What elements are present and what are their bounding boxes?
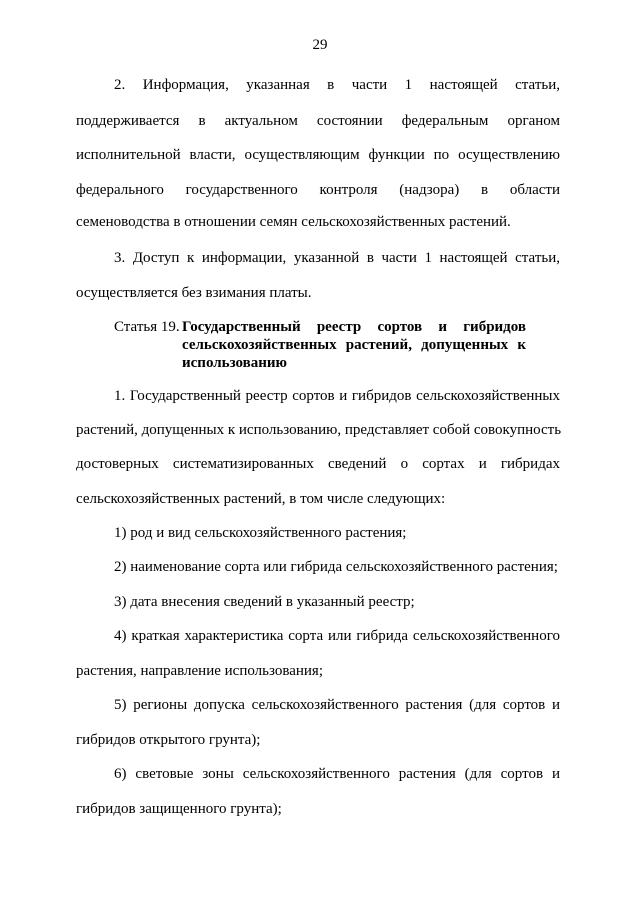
article-number: Статья 19.: [114, 319, 180, 335]
page-number: 29: [312, 37, 328, 53]
list-item-6-line-1: 6) световые зоны сельскохозяйственного растения (для сортов и: [114, 766, 560, 782]
list-item-1: 1) род и вид сельскохозяйственного растения;: [114, 525, 407, 541]
article-paragraph-1-line-2: растений, допущенных к использованию, представляет собой совокупность: [76, 422, 562, 438]
list-item-4-line-2: растения, направление использования;: [76, 663, 323, 679]
list-item-5-line-1: 5) регионы допуска сельскохозяйственного растения (для сортов и: [114, 697, 560, 713]
list-item-6-line-2: гибридов защищенного грунта);: [76, 801, 282, 817]
list-item-2: 2) наименование сорта или гибрида сельскохозяйственного растения;: [114, 559, 558, 575]
paragraph-2-line-1: 2. Информация, указанная в части 1 настоящей статьи,: [114, 77, 560, 93]
list-item-4-line-1: 4) краткая характеристика сорта или гибрида сельскохозяйственного: [114, 628, 560, 644]
paragraph-2-line-4: федерального государственного контроля (надзора) в области: [76, 182, 560, 198]
article-title-line-3: использованию: [182, 355, 288, 371]
article-paragraph-1-line-1: 1. Государственный реестр сортов и гибридов сельскохозяйственных: [114, 388, 560, 404]
list-item-3: 3) дата внесения сведений в указанный реестр;: [114, 594, 415, 610]
article-title-line-2: сельскохозяйственных растений, допущенных к: [182, 337, 526, 353]
paragraph-2-line-5: семеноводства в отношении семян сельскохозяйственных растений.: [76, 214, 511, 230]
paragraph-2-line-3: исполнительной власти, осуществляющим функции по осуществлению: [76, 147, 560, 163]
paragraph-3-line-1: 3. Доступ к информации, указанной в части 1 настоящей статьи,: [114, 250, 560, 266]
list-item-5-line-2: гибридов открытого грунта);: [76, 732, 261, 748]
article-paragraph-1-line-3: достоверных систематизированных сведений о сортах и гибридах: [76, 456, 560, 472]
article-title-line-1: Государственный реестр сортов и гибридов: [182, 319, 526, 335]
article-title: [182, 318, 526, 372]
paragraph-2-line-2: поддерживается в актуальном состоянии федеральным органом: [76, 113, 560, 129]
paragraph-3-line-2: осуществляется без взимания платы.: [76, 285, 312, 301]
article-paragraph-1-line-4: сельскохозяйственных растений, в том числе следующих:: [76, 491, 446, 507]
